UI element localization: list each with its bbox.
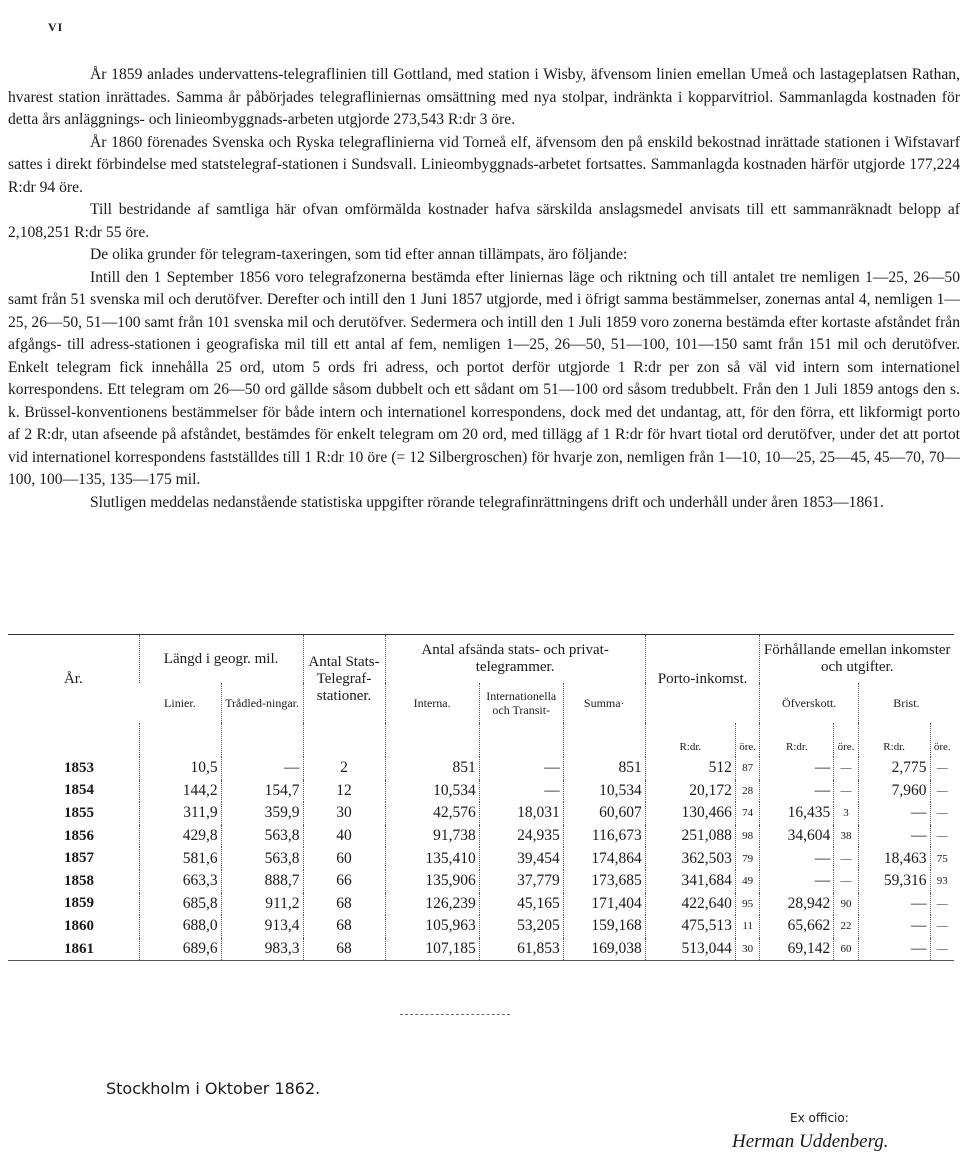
lines-cell: 144,2	[139, 780, 221, 803]
wire-lines-cell: 154,7	[221, 780, 303, 803]
year-cell: 1858	[64, 872, 94, 889]
wire-lines-cell: 563,8	[221, 825, 303, 848]
statistics-table	[8, 634, 954, 961]
postage-rdr-cell: 475,513	[645, 915, 735, 938]
internal-cell: 126,239	[385, 893, 479, 916]
header-year: År.	[8, 635, 139, 724]
surplus-ore-cell: 60	[834, 938, 859, 961]
deficit-ore-cell: —	[930, 938, 954, 961]
year-cell: 1856	[64, 827, 94, 844]
header-deficit: Brist.	[858, 683, 954, 723]
unit-ore: öre.	[834, 723, 859, 757]
stations-cell: 66	[303, 870, 385, 893]
deficit-rdr-cell: 18,463	[858, 847, 930, 870]
deficit-ore-cell: —	[930, 915, 954, 938]
international-cell: 45,165	[479, 893, 563, 916]
table-row	[8, 757, 954, 780]
table-row	[8, 847, 954, 870]
surplus-rdr-cell: 65,662	[760, 915, 834, 938]
postage-ore-cell: 11	[735, 915, 760, 938]
postage-ore-cell: 49	[735, 870, 760, 893]
international-cell: 39,454	[479, 847, 563, 870]
paragraph-costs: Till bestridande af samtliga här ofvan omförmälda kostnader hafva särskilda anslagsmedel anvisats till ett sammanräknadt belopp af 2,108,251 R:dr 55 öre.	[8, 201, 960, 241]
header-international: Internationella och Transit-	[479, 683, 563, 723]
surplus-ore-cell: 22	[834, 915, 859, 938]
header-total: Summa·	[563, 683, 645, 723]
stations-cell: 2	[303, 757, 385, 780]
year-cell: 1861	[8, 938, 139, 961]
surplus-rdr-cell: 34,604	[760, 825, 834, 848]
stations-cell: 12	[303, 780, 385, 803]
lines-cell: 688,0	[139, 915, 221, 938]
year-cell: 1857	[64, 850, 94, 867]
year-cell: 1859	[64, 895, 94, 912]
unit-rdr: R:dr.	[858, 723, 930, 757]
surplus-rdr-cell: —	[760, 870, 834, 893]
postage-ore-cell: 28	[735, 780, 760, 803]
surplus-ore-cell: —	[834, 757, 859, 780]
total-cell: 116,673	[563, 825, 645, 848]
internal-cell: 105,963	[385, 915, 479, 938]
stations-cell: 40	[303, 825, 385, 848]
page-number: VI	[48, 20, 64, 34]
unit-ore: öre.	[930, 723, 954, 757]
wire-lines-cell: 983,3	[221, 938, 303, 961]
header-telegrams: Antal afsända stats- och privat-telegrammer.	[385, 635, 645, 684]
internal-cell: 107,185	[385, 938, 479, 961]
paragraph-1860: År 1860 förenades Svenska och Ryska telegraflinierna vid Torneå elf, äfvensom den på enskild bekostnad inrättade stationen i Wifstavarf sattes i direkt förbindelse med statstelegraf-stationen i Sundsvall. Linieombyggnads-arbetet fortsattes. Sammanlagda kostnaden härför utgjorde 177,224 R:dr 94 öre.	[8, 133, 960, 196]
wire-lines-cell: 563,8	[221, 847, 303, 870]
paragraph-statistics-intro: Slutligen meddelas nedanstående statistiska uppgifter rörande telegrafinrättningens drift och underhåll under åren 1853—1861.	[90, 493, 884, 511]
postage-rdr-cell: 130,466	[645, 802, 735, 825]
postage-rdr-cell: 422,640	[645, 893, 735, 916]
surplus-ore-cell: 90	[834, 893, 859, 916]
unit-rdr: R:dr.	[760, 723, 834, 757]
surplus-rdr-cell: 28,942	[760, 893, 834, 916]
section-divider	[400, 1014, 510, 1015]
deficit-ore-cell: 75	[930, 847, 954, 870]
postage-ore-cell: 87	[735, 757, 760, 780]
lines-cell: 10,5	[139, 757, 221, 780]
table-row	[8, 938, 954, 961]
wire-lines-cell: 913,4	[221, 915, 303, 938]
deficit-rdr-cell: 7,960	[858, 780, 930, 803]
deficit-rdr-cell: —	[858, 825, 930, 848]
deficit-rdr-cell: —	[858, 802, 930, 825]
lines-cell: 581,6	[139, 847, 221, 870]
surplus-rdr-cell: —	[760, 780, 834, 803]
table-row	[8, 915, 954, 938]
postage-ore-cell: 30	[735, 938, 760, 961]
postage-rdr-cell: 513,044	[645, 938, 735, 961]
header-lines: Linier.	[164, 696, 196, 710]
paragraph-tariff-intro: De olika grunder för telegram-taxeringen, som tid efter annan tillämpats, äro följande:	[90, 246, 628, 263]
wire-lines-cell: 911,2	[221, 893, 303, 916]
international-cell: 53,205	[479, 915, 563, 938]
deficit-rdr-cell: 59,316	[858, 870, 930, 893]
lines-cell: 689,6	[139, 938, 221, 961]
internal-cell: 135,410	[385, 847, 479, 870]
signature: Herman Uddenberg.	[732, 1131, 889, 1152]
units-row	[8, 723, 954, 757]
header-surplus: Öfverskott.	[760, 683, 858, 723]
lines-cell: 311,9	[139, 802, 221, 825]
postage-rdr-cell: 341,684	[645, 870, 735, 893]
unit-ore: öre.	[735, 723, 760, 757]
postage-rdr-cell: 362,503	[645, 847, 735, 870]
international-cell: —	[479, 780, 563, 803]
year-cell: 1854	[64, 782, 94, 799]
surplus-ore-cell: 38	[834, 825, 859, 848]
lines-cell: 429,8	[139, 825, 221, 848]
total-cell: 159,168	[563, 915, 645, 938]
deficit-rdr-cell: 2,775	[858, 757, 930, 780]
total-cell: 171,404	[563, 893, 645, 916]
international-cell: 24,935	[479, 825, 563, 848]
stations-cell: 68	[303, 893, 385, 916]
postage-ore-cell: 95	[735, 893, 760, 916]
surplus-rdr-cell: 16,435	[760, 802, 834, 825]
surplus-rdr-cell: —	[760, 847, 834, 870]
surplus-ore-cell: 3	[834, 802, 859, 825]
header-wire-lines: Trådled-ningar.	[221, 683, 303, 723]
postage-ore-cell: 74	[735, 802, 760, 825]
surplus-ore-cell: —	[834, 847, 859, 870]
surplus-ore-cell: —	[834, 780, 859, 803]
surplus-ore-cell: —	[834, 870, 859, 893]
deficit-ore-cell: —	[930, 825, 954, 848]
deficit-rdr-cell: —	[858, 938, 930, 961]
deficit-ore-cell: —	[930, 893, 954, 916]
header-postage: Porto-inkomst.	[645, 635, 760, 724]
total-cell: 10,534	[563, 780, 645, 803]
deficit-ore-cell: —	[930, 780, 954, 803]
postage-rdr-cell: 251,088	[645, 825, 735, 848]
international-cell: 18,031	[479, 802, 563, 825]
deficit-ore-cell: —	[930, 802, 954, 825]
international-cell: —	[479, 757, 563, 780]
table-row	[8, 893, 954, 916]
postage-ore-cell: 79	[735, 847, 760, 870]
total-cell: 60,607	[563, 802, 645, 825]
surplus-rdr-cell: —	[760, 757, 834, 780]
stations-cell: 68	[303, 938, 385, 961]
deficit-rdr-cell: —	[858, 915, 930, 938]
international-cell: 37,779	[479, 870, 563, 893]
international-cell: 61,853	[479, 938, 563, 961]
table-row	[8, 780, 954, 803]
lines-cell: 685,8	[139, 893, 221, 916]
table-row	[8, 825, 954, 848]
paragraph-1859: År 1859 anlades undervattens-telegraflinien till Gottland, med station i Wisby, äfvensom linien emellan Umeå och lastageplatsen Rathan, hvarest station inrättades. Samma år påbörjades telegrafliniernas omsättning med nya stolpar, indränkta i kopparvitriol. Sammanlagda kostnaden för detta års anläggnings- och linieombyggnads-arbeten utgjorde 273,543 R:dr 3 öre.	[8, 66, 960, 128]
wire-lines-cell: 888,7	[221, 870, 303, 893]
total-cell: 851	[563, 757, 645, 780]
internal-cell: 851	[385, 757, 479, 780]
place-date: Stockholm i Oktober 1862.	[106, 1079, 321, 1098]
postage-rdr-cell: 512	[645, 757, 735, 780]
stations-cell: 60	[303, 847, 385, 870]
table-row	[8, 802, 954, 825]
postage-rdr-cell: 20,172	[645, 780, 735, 803]
year-cell: 1853	[64, 759, 94, 776]
table-row	[8, 870, 954, 893]
unit-rdr: R:dr.	[645, 723, 735, 757]
internal-cell: 10,534	[385, 780, 479, 803]
deficit-ore-cell: —	[930, 757, 954, 780]
header-stations: Antal Stats-Telegraf-stationer.	[303, 635, 385, 724]
deficit-rdr-cell: —	[858, 893, 930, 916]
wire-lines-cell: —	[221, 757, 303, 780]
stations-cell: 30	[303, 802, 385, 825]
surplus-rdr-cell: 69,142	[760, 938, 834, 961]
internal-cell: 42,576	[385, 802, 479, 825]
body-text	[8, 64, 960, 514]
header-internal: Interna.	[385, 683, 479, 723]
year-cell: 1855	[64, 804, 94, 821]
deficit-ore-cell: 93	[930, 870, 954, 893]
stations-cell: 68	[303, 915, 385, 938]
postage-ore-cell: 98	[735, 825, 760, 848]
ex-officio-label: Ex officio:	[790, 1111, 849, 1125]
internal-cell: 91,738	[385, 825, 479, 848]
wire-lines-cell: 359,9	[221, 802, 303, 825]
lines-cell: 663,3	[139, 870, 221, 893]
header-length: Längd i geogr. mil.	[139, 635, 303, 684]
total-cell: 173,685	[563, 870, 645, 893]
header-ratio: Förhållande emellan inkomster och utgifter.	[760, 635, 954, 684]
total-cell: 174,864	[563, 847, 645, 870]
year-cell: 1860	[64, 917, 94, 934]
internal-cell: 135,906	[385, 870, 479, 893]
paragraph-tariff-details: Intill den 1 September 1856 voro telegrafzonerna bestämda efter liniernas läge och riktning och till antalet tre nemligen 1—25, 26—50 samt från 51 svenska mil och derutöfver. Derefter och intill den 1 Juni 1857 utgjorde, med i öfrigt samma bestämmelser, zonernas antal 4, nemligen 1—25, 26—50, 51—100 samt från 101 svenska mil och derutöfver. Sedermera och intill den 1 Juli 1859 voro zonerna bestämda efter kortaste afståndet från afgångs- till adress-stationen i geografiska mil till ett antal af fem, nemligen 1—25, 26—50, 51—100, 101—150 samt från 151 mil och derutöfver. Enkelt telegram fick innehålla 25 ord, utom 5 ords fri adress, och portot derför utgjorde 1 R:dr per zon så väl vid intern som internationel korrespondens. Ett telegram om 26—50 ord gällde såsom dubbelt och ett sådant om 51—100 ord såsom tredubbelt. Från den 1 Juli 1859 antogs den s. k. Brüssel-konventionens bestämmelser för både intern och internationel korrespondens, dock med det undantag, att, för den förra, ett likformigt porto af 2 R:dr, utan afseende på afståndet, bestämdes för enkelt telegram om 20 ord, med tillägg af 1 R:dr för hvart tiotal ord derutöfver, under det att portot vid internationel korrespondens fastställdes till 1 R:dr 10 öre (= 12 Silbergroschen) för hvarje zon, nemligen från 1—10, 10—25, 25—45, 45—70, 70—100, 100—135, 135—175 mil.	[8, 268, 960, 488]
total-cell: 169,038	[563, 938, 645, 961]
